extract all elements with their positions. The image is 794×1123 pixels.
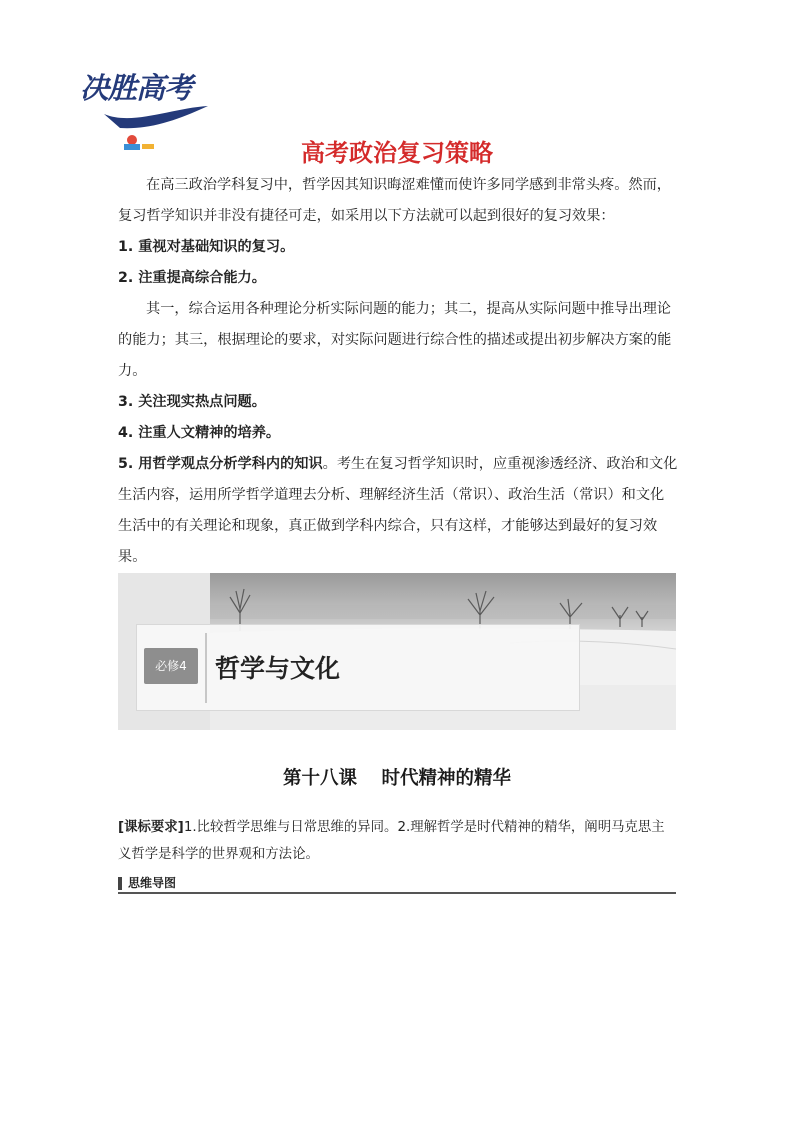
curriculum-requirements [118, 814, 678, 868]
mind-map-heading [118, 876, 676, 894]
mind-map-label: 思维导图 [128, 876, 177, 890]
intro-paragraph: 在高三政治学科复习中，哲学因其知识晦涩难懂而使许多同学感到非常头疼。然而，复习哲学知识并非没有捷径可走，如采用以下方法就可以起到很好的复习效果： [118, 177, 671, 224]
banner-title: 哲学与文化 [215, 654, 341, 683]
point-3: 3. 关注现实热点问题。 [118, 394, 266, 410]
banner-divider [205, 633, 207, 703]
logo-text: 决胜高考 [80, 71, 193, 105]
requirements-label: [课标要求] [118, 820, 184, 835]
point-1: 1. 重视对基础知识的复习。 [118, 239, 295, 255]
point-5 [118, 449, 678, 573]
page-title: 高考政治复习策略 [301, 139, 493, 167]
chapter-banner [118, 573, 676, 730]
lesson-title: 第十八课 时代精神的精华 [283, 768, 511, 789]
point-2-detail: 其一，综合运用各种理论分析实际问题的能力；其二，提高从实际问题中推导出理论的能力；其三，根据理论的要求，对实际问题进行综合性的描述或提出初步解决方案的能力。 [118, 301, 672, 379]
requirements-text: 1.比较哲学思维与日常思维的异同。2.理解哲学是时代精神的精华，阐明马克思主义哲学是科学的世界观和方法论。 [118, 820, 665, 862]
heading-bar-icon [118, 877, 122, 890]
point-2: 2. 注重提高综合能力。 [118, 270, 266, 286]
point-5-heading: 5. 用哲学观点分析学科内的知识 [118, 456, 323, 472]
point-5-body: 。考生在复习哲学知识时，应重视渗透经济、政治和文化生活内容，运用所学哲学道理去分析、理解经济生活（常识）、政治生活（常识）和文化生活中的有关理论和现象，真正做到学科内综合，只有这样，才能够达到最好的复习效果。 [118, 456, 678, 565]
module-tag: 必修4 [144, 648, 198, 684]
banner-panel [136, 624, 580, 711]
point-4: 4. 注重人文精神的培养。 [118, 425, 281, 441]
